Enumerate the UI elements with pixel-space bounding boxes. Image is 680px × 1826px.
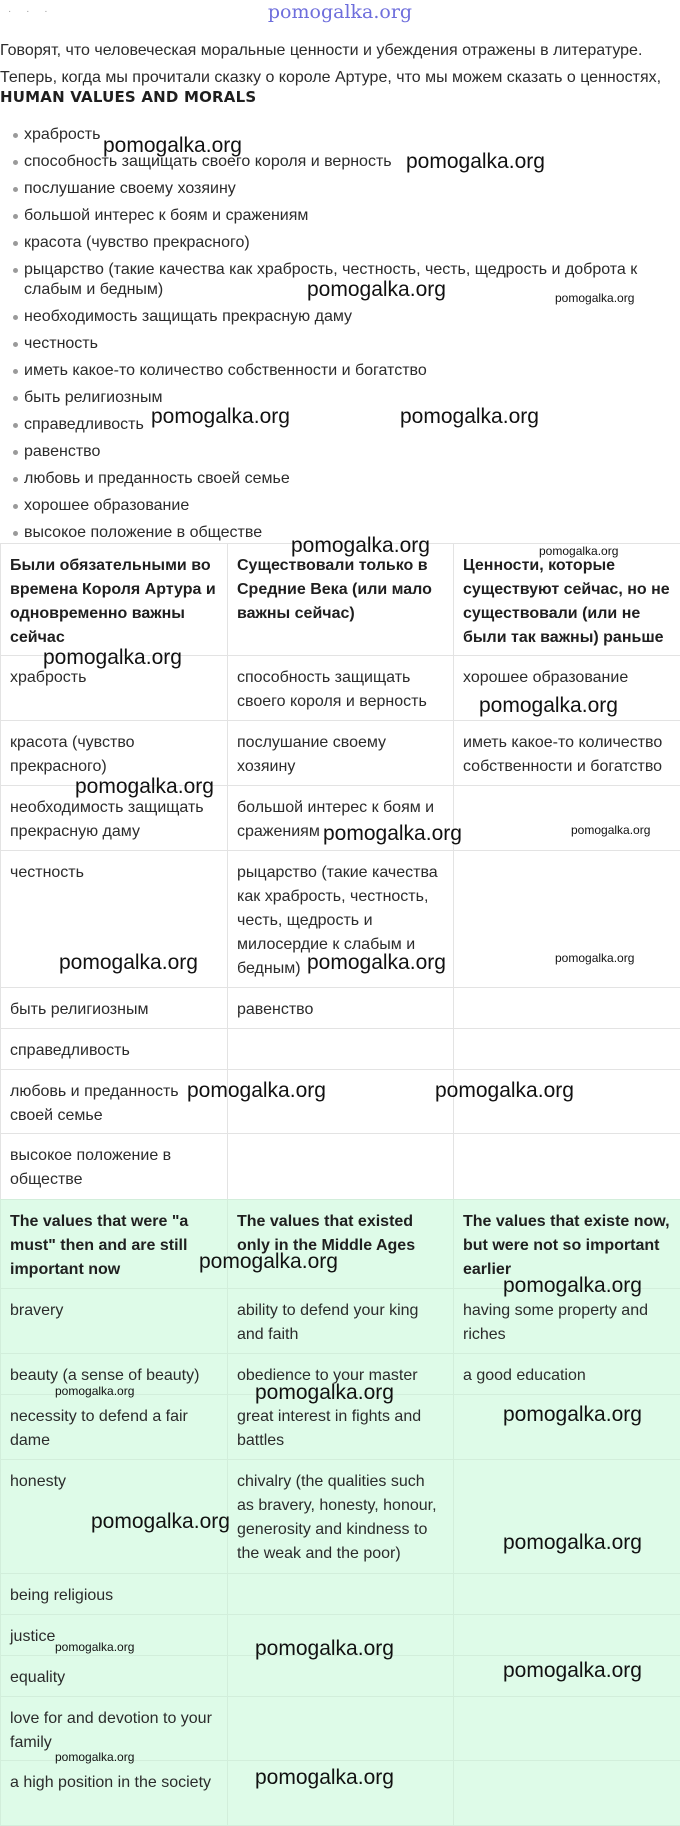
table-cell: a good education	[454, 1354, 680, 1395]
watermark: pomogalka.org	[307, 279, 446, 301]
list-item: рыцарство (такие качества как храбрость, честность, честь, щедрость и доброта к слабым и бедным)	[0, 260, 670, 307]
table-cell	[454, 1615, 680, 1656]
table-cell: честность	[1, 851, 228, 988]
values-list	[0, 125, 670, 550]
watermark: pomogalka.org	[91, 1511, 230, 1533]
list-item: иметь какое-то количество собственности и богатство	[0, 361, 670, 388]
list-item: необходимость защищать прекрасную даму	[0, 307, 670, 334]
list-item: высокое положение в обществе	[0, 523, 670, 550]
table-cell: great interest in fights and battles	[228, 1395, 454, 1460]
table-header-row	[1, 544, 680, 656]
table-cell: being religious	[1, 1574, 228, 1615]
watermark: pomogalka.org	[255, 1638, 394, 1660]
table-cell: love for and devotion to your family	[1, 1697, 228, 1761]
watermark: pomogalka.org	[307, 952, 446, 974]
table-cell: большой интерес к боям и сражениям	[228, 786, 454, 851]
table-header-cell: Были обязательными во времена Короля Артура и одновременно важны сейчас	[1, 544, 228, 656]
watermark: pomogalka.org	[103, 135, 242, 157]
list-item: равенство	[0, 442, 670, 469]
intro-text	[0, 37, 680, 91]
watermark: pomogalka.org	[503, 1660, 642, 1682]
table-cell	[454, 988, 680, 1029]
table-cell	[454, 1697, 680, 1761]
list-item: любовь и преданность своей семье	[0, 469, 670, 496]
watermark: pomogalka.org	[555, 951, 634, 965]
intro-line-2: Теперь, когда мы прочитали сказку о короле Артуре, что мы можем сказать о ценностях,	[0, 64, 680, 91]
watermark: pomogalka.org	[43, 647, 182, 669]
values-table-russian	[0, 543, 680, 1200]
watermark: pomogalka.org	[55, 1640, 134, 1654]
watermark: pomogalka.org	[503, 1532, 642, 1554]
table-cell: необходимость защищать прекрасную даму	[1, 786, 228, 851]
table-cell	[454, 1460, 680, 1574]
table-cell: equality	[1, 1656, 228, 1697]
table-cell: obedience to your master	[228, 1354, 454, 1395]
table-cell: having some property and riches	[454, 1289, 680, 1354]
table-row	[1, 1289, 680, 1354]
watermark: pomogalka.org	[255, 1382, 394, 1404]
table-cell: послушание своему хозяину	[228, 721, 454, 786]
table-cell	[228, 1574, 454, 1615]
list-item: быть религиозным	[0, 388, 670, 415]
watermark: pomogalka.org	[435, 1080, 574, 1102]
watermark: pomogalka.org	[59, 952, 198, 974]
table-cell: beauty (a sense of beauty)	[1, 1354, 228, 1395]
table-cell: иметь какое-то количество собственности и богатство	[454, 721, 680, 786]
watermark: pomogalka.org	[151, 406, 290, 428]
watermark: pomogalka.org	[539, 544, 618, 558]
table-cell	[454, 786, 680, 851]
table-cell: bravery	[1, 1289, 228, 1354]
watermark: pomogalka.org	[199, 1251, 338, 1273]
table-row	[1, 1574, 680, 1615]
table-header-cell: Ценности, которые существуют сейчас, но не существовали (или не были так важны) раньше	[454, 544, 680, 656]
table-row	[1, 1134, 680, 1200]
table-cell	[454, 1761, 680, 1826]
watermark: pomogalka.org	[406, 151, 545, 173]
watermark: pomogalka.org	[503, 1404, 642, 1426]
table-row	[1, 1070, 680, 1134]
table-cell	[228, 1029, 454, 1070]
table-cell	[228, 1697, 454, 1761]
table-cell: высокое положение в обществе	[1, 1134, 228, 1200]
table-cell: рыцарство (такие качества как храбрость, честность, честь, щедрость и милосердие к слабым и бедным)	[228, 851, 454, 988]
watermark: pomogalka.org	[479, 695, 618, 717]
table-cell: равенство	[228, 988, 454, 1029]
list-item: храбрость	[0, 125, 670, 152]
list-item: способность защищать своего короля и верность	[0, 152, 670, 179]
table-cell: храбрость	[1, 656, 228, 721]
watermark: pomogalka.org	[555, 291, 634, 305]
watermark: pomogalka.org	[55, 1384, 134, 1398]
table-cell: justice	[1, 1615, 228, 1656]
table-header-cell: Существовали только в Средние Века (или мало важны сейчас)	[228, 544, 454, 656]
table-cell: быть религиозным	[1, 988, 228, 1029]
table-header-cell: The values that existe now, but were not so important earlier	[454, 1200, 680, 1289]
table-cell: a high position in the society	[1, 1761, 228, 1826]
watermark: pomogalka.org	[255, 1767, 394, 1789]
list-item: хорошее образование	[0, 496, 670, 523]
table-header-cell: The values that were "a must" then and are still important now	[1, 1200, 228, 1289]
list-item: большой интерес к боям и сражениям	[0, 206, 670, 233]
table-cell	[454, 1574, 680, 1615]
decorative-dots: · · ·	[8, 6, 54, 17]
watermark: pomogalka.org	[503, 1275, 642, 1297]
section-heading: HUMAN VALUES AND MORALS	[0, 88, 256, 106]
table-cell	[228, 1134, 454, 1200]
table-cell: honesty	[1, 1460, 228, 1574]
list-item: красота (чувство прекрасного)	[0, 233, 670, 260]
table-cell	[228, 1656, 454, 1697]
watermark: pomogalka.org	[55, 1750, 134, 1764]
watermark: pomogalka.org	[75, 776, 214, 798]
table-cell: ability to defend your king and faith	[228, 1289, 454, 1354]
table-cell	[454, 851, 680, 988]
table-cell: справедливость	[1, 1029, 228, 1070]
list-item: справедливость	[0, 415, 670, 442]
table-header-cell: The values that existed only in the Middle Ages	[228, 1200, 454, 1289]
list-item: послушание своему хозяину	[0, 179, 670, 206]
table-cell: chivalry (the qualities such as bravery, honesty, honour, generosity and kindness to the weak and the poor)	[228, 1460, 454, 1574]
watermark: pomogalka.org	[400, 406, 539, 428]
table-cell	[454, 1029, 680, 1070]
table-cell: любовь и преданность своей семье	[1, 1070, 228, 1134]
table-row	[1, 1029, 680, 1070]
table-cell: способность защищать своего короля и верность	[228, 656, 454, 721]
site-logo[interactable]: pomogalka.org	[0, 0, 680, 24]
watermark: pomogalka.org	[291, 535, 430, 557]
table-cell: necessity to defend a fair dame	[1, 1395, 228, 1460]
list-item: честность	[0, 334, 670, 361]
table-cell: хорошее образование	[454, 656, 680, 721]
table-cell: красота (чувство прекрасного)	[1, 721, 228, 786]
watermark: pomogalka.org	[187, 1080, 326, 1102]
intro-line-1: Говорят, что человеческая моральные ценности и убеждения отражены в литературе.	[0, 37, 680, 64]
table-row	[1, 988, 680, 1029]
table-cell	[454, 1134, 680, 1200]
watermark: pomogalka.org	[571, 823, 650, 837]
watermark: pomogalka.org	[323, 823, 462, 845]
